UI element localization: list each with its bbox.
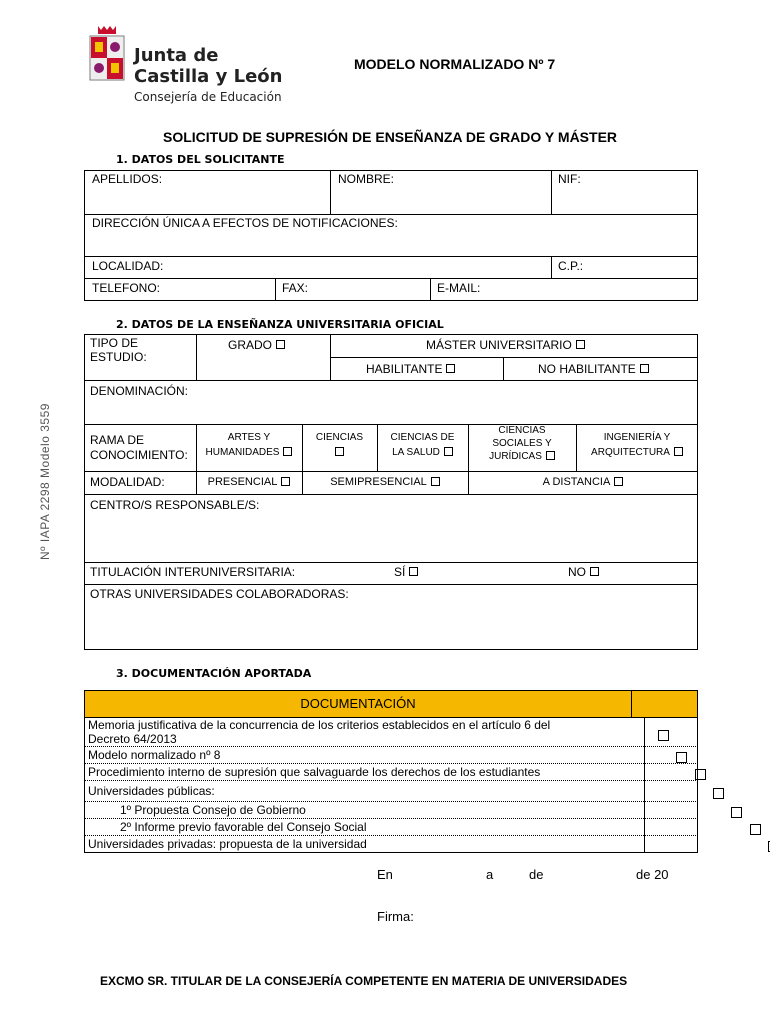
ciencias-sociales-option[interactable]: CIENCIAS SOCIALES Y JURÍDICAS	[470, 424, 574, 463]
checkbox-icon	[576, 340, 585, 349]
checkbox-icon[interactable]	[658, 730, 669, 741]
nombre-label[interactable]: NOMBRE:	[338, 172, 395, 186]
no-option[interactable]: NO	[568, 565, 599, 579]
grado-option[interactable]: GRADO	[228, 338, 285, 352]
checkbox-icon[interactable]	[731, 807, 742, 818]
checkbox-icon[interactable]	[695, 769, 706, 780]
checkbox-icon	[431, 477, 440, 486]
checkbox-icon	[283, 447, 292, 456]
email-label[interactable]: E-MAIL:	[437, 281, 481, 295]
checkbox-icon	[409, 567, 418, 576]
model-number: MODELO NORMALIZADO Nº 7	[354, 56, 556, 72]
cp-label[interactable]: C.P.:	[558, 259, 584, 273]
artes-option[interactable]: ARTES Y HUMANIDADES	[198, 430, 300, 460]
rama-conocimiento-label: RAMA DE CONOCIMIENTO:	[90, 433, 188, 462]
otras-universidades-label[interactable]: OTRAS UNIVERSIDADES COLABORADORAS:	[90, 587, 349, 601]
study-table	[84, 334, 698, 650]
applicant-table	[84, 170, 698, 301]
documentacion-header: DOCUMENTACIÓN	[84, 690, 632, 718]
org-name-line2: Castilla y León	[134, 66, 283, 87]
addressee-footer: EXCMO SR. TITULAR DE LA CONSEJERÍA COMPETENTE EN MATERIA DE UNIVERSIDADES	[100, 974, 628, 988]
tipo-estudio-label: TIPO DE ESTUDIO:	[90, 336, 147, 364]
year-label[interactable]: de 20	[636, 867, 669, 882]
doc-row-procedimiento: Procedimiento interno de supresión que salvaguarde los derechos de los estudiantes	[88, 765, 541, 779]
direccion-label[interactable]: DIRECCIÓN ÚNICA A EFECTOS DE NOTIFICACIONES:	[92, 216, 398, 230]
apellidos-label[interactable]: APELLIDOS:	[92, 172, 163, 186]
checkbox-icon	[640, 364, 649, 373]
modalidad-label: MODALIDAD:	[90, 475, 165, 489]
fax-label[interactable]: FAX:	[282, 281, 309, 295]
checkbox-icon	[446, 364, 455, 373]
doc-row-memoria-line2: Decreto 64/2013	[88, 732, 177, 746]
checkbox-icon[interactable]	[676, 752, 687, 763]
section2-heading: 2. DATOS DE LA ENSEÑANZA UNIVERSITARIA OFICIAL	[116, 318, 444, 331]
no-habilitante-option[interactable]: NO HABILITANTE	[538, 362, 649, 376]
doc-row-propuesta-consejo: 1º Propuesta Consejo de Gobierno	[120, 803, 306, 817]
presencial-option[interactable]: PRESENCIAL	[198, 475, 300, 490]
checkbox-icon	[590, 567, 599, 576]
titulacion-label: TITULACIÓN INTERUNIVERSITARIA:	[90, 565, 296, 579]
section1-heading: 1. DATOS DEL SOLICITANTE	[116, 153, 285, 166]
distancia-option[interactable]: A DISTANCIA	[470, 475, 696, 490]
department-name: Consejería de Educación	[134, 90, 282, 104]
centros-label[interactable]: CENTRO/S RESPONSABLE/S:	[90, 498, 260, 512]
checkbox-icon	[335, 447, 344, 456]
checkbox-icon	[276, 340, 285, 349]
master-option[interactable]: MÁSTER UNIVERSITARIO	[426, 338, 585, 352]
semipresencial-option[interactable]: SEMIPRESENCIAL	[304, 475, 466, 490]
doc-row-universidades-publicas: Universidades públicas:	[88, 784, 215, 798]
month-label[interactable]: de	[529, 867, 544, 882]
checkbox-icon	[281, 477, 290, 486]
place-label[interactable]: En	[377, 867, 393, 882]
castilla-leon-coat-of-arms-icon	[86, 24, 128, 84]
firma-label[interactable]: Firma:	[377, 909, 414, 924]
ingenieria-option[interactable]: INGENIERÍA Y ARQUITECTURA	[578, 430, 696, 460]
nif-label[interactable]: NIF:	[558, 172, 581, 186]
denominacion-label[interactable]: DENOMINACIÓN:	[90, 384, 189, 398]
form-title: SOLICITUD DE SUPRESIÓN DE ENSEÑANZA DE GRADO Y MÁSTER	[163, 129, 618, 145]
ciencias-option[interactable]: CIENCIAS	[304, 430, 375, 460]
side-form-code: Nº IAPA 2298 Modelo 3559	[38, 403, 52, 560]
checkbox-icon[interactable]	[750, 824, 761, 835]
day-label[interactable]: a	[486, 867, 494, 882]
checkbox-icon	[674, 447, 683, 456]
checkbox-icon[interactable]	[713, 788, 724, 799]
telefono-label[interactable]: TELEFONO:	[92, 281, 161, 295]
ciencias-salud-option[interactable]: CIENCIAS DE LA SALUD	[390, 432, 455, 458]
checkbox-icon	[546, 451, 555, 460]
doc-row-informe-consejo-social: 2º Informe previo favorable del Consejo Social	[120, 820, 367, 834]
documentacion-header-check-column	[631, 690, 698, 718]
checkbox-icon	[444, 447, 453, 456]
doc-row-memoria-line1: Memoria justificativa de la concurrencia de los criterios establecidos en el artículo 6 del	[88, 718, 551, 732]
org-name-line1: Junta de	[134, 45, 219, 66]
doc-row-modelo-8: Modelo normalizado nº 8	[88, 748, 221, 762]
localidad-label[interactable]: LOCALIDAD:	[92, 259, 164, 273]
si-option[interactable]: SÍ	[394, 565, 418, 579]
habilitante-option[interactable]: HABILITANTE	[366, 362, 455, 376]
checkbox-icon	[614, 477, 623, 486]
doc-row-universidades-privadas: Universidades privadas: propuesta de la universidad	[88, 837, 367, 851]
section3-heading: 3. DOCUMENTACIÓN APORTADA	[116, 667, 312, 680]
